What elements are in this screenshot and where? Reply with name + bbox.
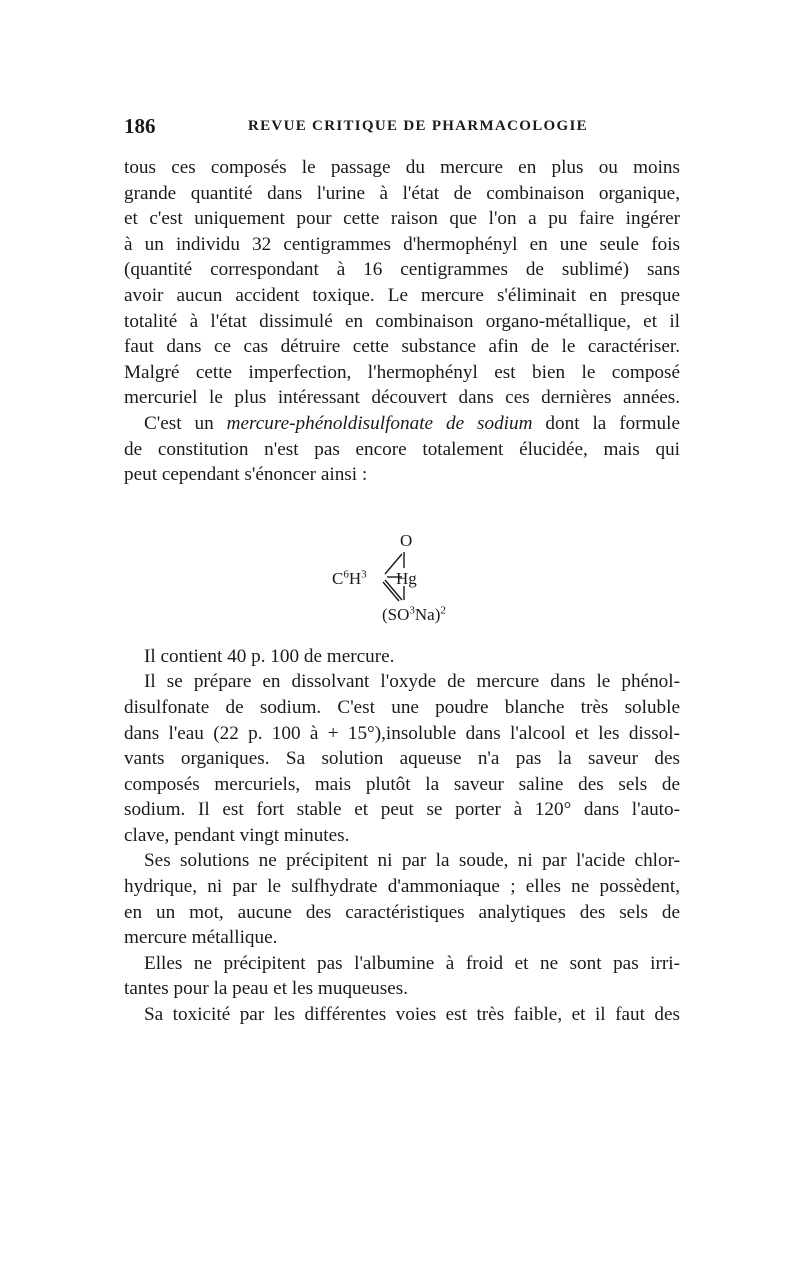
text-line: disulfonate de sodium. C'est une poudre blanche très soluble — [124, 696, 680, 718]
oxygen-atom: O — [400, 530, 413, 550]
formula-subscript: 3 — [409, 604, 415, 617]
carbon-group — [332, 566, 367, 592]
paragraph-3 — [124, 644, 680, 670]
text-segment: dont la formule — [532, 412, 680, 434]
running-title: REVUE CRITIQUE DE PHARMACOLOGIE — [248, 118, 588, 134]
text-line: de constitution n'est pas encore totalement élucidée, mais qui — [124, 438, 680, 460]
mercury-atom: Hg — [396, 568, 417, 588]
text-line: Il se prépare en dissolvant l'oxyde de mercure dans le phénol- — [144, 671, 680, 693]
text-line: et c'est uniquement pour cette raison que l'on a pu faire ingérer — [124, 208, 680, 230]
text-line: totalité à l'état dissimulé en combinaison organo-métallique, et il — [124, 310, 680, 332]
text-line: Sa toxicité par les différentes voies est très faible, et il faut des — [144, 1004, 680, 1026]
text-line: mercuriel le plus intéressant découvert dans ces dernières années. — [124, 387, 680, 409]
formula-symbol: Na) — [414, 604, 441, 624]
formula-subscript: 6 — [343, 568, 349, 581]
text-line: sodium. Il est fort stable et peut se porter à 120° dans l'auto- — [124, 799, 680, 821]
text-line: en un mot, aucune des caractéristiques analytiques des sels de — [124, 901, 680, 923]
text-line: Ses solutions ne précipitent ni par la soude, ni par l'acide chlor- — [144, 850, 680, 872]
text-segment: C'est un — [144, 412, 227, 434]
text-line: clave, pendant vingt minutes. — [124, 824, 350, 846]
text-line: à un individu 32 centigrammes d'hermophényl en une seule fois — [124, 233, 680, 255]
formula-subscript: 3 — [361, 568, 367, 581]
paragraph-1 — [124, 155, 680, 411]
text-line: composés mercuriels, mais plutôt la saveur saline des sels de — [124, 773, 680, 795]
text-line: Malgré cette imperfection, l'hermophényl est bien le composé — [124, 361, 680, 383]
text-line: tous ces composés le passage du mercure en plus ou moins — [124, 157, 680, 178]
formula-subscript: 2 — [440, 604, 446, 617]
paragraph-7 — [124, 1002, 680, 1028]
paragraph-5 — [124, 848, 680, 950]
text-line: dans l'eau (22 p. 100 à + 15°),insoluble dans l'alcool et les dissol- — [124, 722, 680, 744]
compound-name: mercure-phénoldisulfonate de sodium — [226, 412, 533, 434]
page-header — [120, 114, 680, 140]
page-number: 186 — [124, 114, 156, 138]
text-line: grande quantité dans l'urine à l'état de combinaison organique, — [124, 182, 680, 204]
text-line: Elles ne précipitent pas l'albumine à froid et ne sont pas irri- — [144, 952, 680, 974]
formula-symbol: C — [332, 568, 344, 588]
sulfonate-group — [382, 602, 446, 628]
chemical-formula — [124, 488, 680, 644]
text-line: peut cependant s'énoncer ainsi : — [124, 464, 368, 486]
text-line: Il contient 40 p. 100 de mercure. — [144, 645, 395, 667]
text-line: avoir aucun accident toxique. Le mercure s'éliminait en presque — [124, 284, 680, 306]
body-text — [124, 155, 680, 1028]
text-line: faut dans ce cas détruire cette substance afin de le caractériser. — [124, 336, 680, 358]
text-line — [124, 411, 680, 437]
text-line: tantes pour la peau et les muqueuses. — [124, 978, 408, 1000]
formula-symbol: (SO — [382, 604, 410, 624]
paragraph-2 — [124, 411, 680, 488]
text-line: mercure métallique. — [124, 927, 278, 949]
formula-symbol: H — [348, 568, 362, 588]
text-line: hydrique, ni par le sulfhydrate d'ammoniaque ; elles ne possèdent, — [124, 876, 680, 898]
paragraph-4 — [124, 669, 680, 848]
text-line: (quantité correspondant à 16 centigrammes de sublimé) sans — [124, 259, 680, 281]
paragraph-6 — [124, 951, 680, 1002]
text-line: vants organiques. Sa solution aqueuse n'a pas la saveur des — [124, 748, 680, 770]
